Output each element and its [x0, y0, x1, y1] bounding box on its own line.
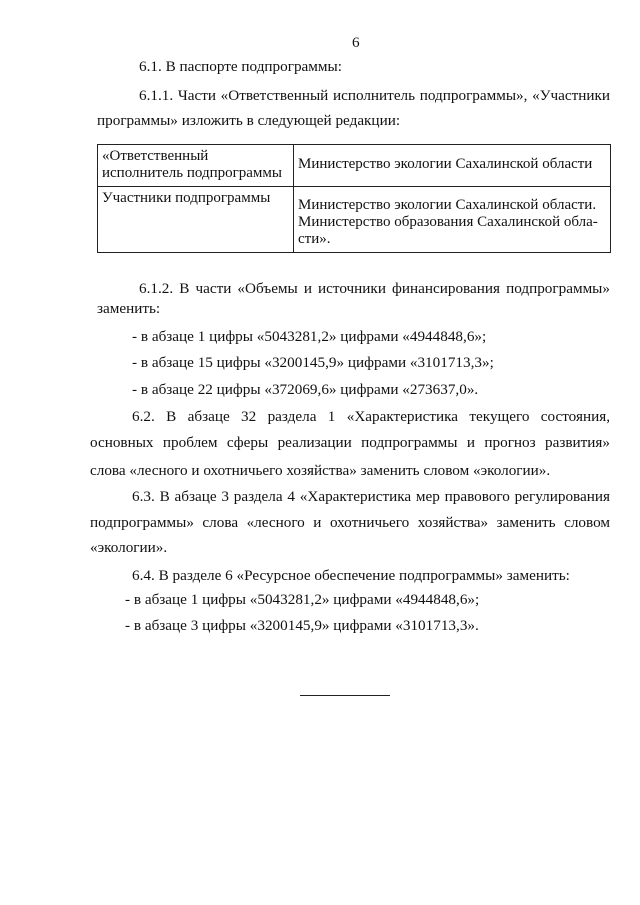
text-line: - в абзаце 1 цифры «5043281,2» цифрами «4944848,6»; — [132, 328, 487, 345]
cell-line: Министерство экологии Сахалинской области. — [298, 197, 597, 213]
table-cell — [98, 145, 294, 187]
text-line: 6.1.1. Части «Ответственный исполнитель подпрограммы», «Участники — [139, 87, 610, 104]
table-row — [98, 187, 611, 253]
cell-line: сти». — [298, 231, 331, 247]
text-line: - в абзаце 22 цифры «372069,6» цифрами «273637,0». — [132, 381, 479, 398]
text-line: - в абзаце 3 цифры «3200145,9» цифрами «3101713,3». — [125, 617, 479, 634]
text-line: - в абзаце 1 цифры «5043281,2» цифрами «4944848,6»; — [125, 591, 480, 608]
text-line: 6.1.2. В части «Объемы и источники финансирования подпрограммы» — [139, 280, 610, 297]
text-line: программы» изложить в следующей редакции: — [97, 112, 401, 129]
table-cell — [98, 187, 294, 253]
text-line: заменить: — [97, 300, 161, 317]
cell-line: Участники подпрограммы — [102, 190, 271, 206]
text-line: подпрограммы» слова «лесного и охотничьего хозяйства» заменить словом — [90, 514, 610, 531]
text-line: 6.2. В абзаце 32 раздела 1 «Характеристика текущего состояния, — [132, 408, 610, 425]
text-line: 6.4. В разделе 6 «Ресурсное обеспечение подпрограммы» заменить: — [132, 567, 570, 584]
text-line: - в абзаце 15 цифры «3200145,9» цифрами «3101713,3»; — [132, 354, 494, 371]
text-line: основных проблем сферы реализации подпрограммы и прогноз развития» — [90, 434, 610, 451]
text-line: «экологии». — [90, 539, 168, 556]
table-cell — [294, 187, 611, 253]
text-line: 6.1. В паспорте подпрограммы: — [139, 58, 342, 75]
cell-line: исполнитель подпрограммы — [102, 165, 282, 181]
text-line: 6.3. В абзаце 3 раздела 4 «Характеристика мер правового регулирования — [132, 488, 610, 505]
cell-line: Министерство образования Сахалинской обла- — [298, 214, 598, 230]
cell-line: «Ответственный — [102, 148, 209, 164]
table-row — [98, 145, 611, 187]
passport-table — [97, 144, 611, 253]
page-number: 6 — [352, 34, 360, 51]
table-cell — [294, 145, 611, 187]
end-rule — [300, 695, 390, 696]
text-line: слова «лесного и охотничьего хозяйства» заменить словом «экологии». — [90, 462, 551, 479]
cell-line: Министерство экологии Сахалинской области — [298, 156, 593, 172]
